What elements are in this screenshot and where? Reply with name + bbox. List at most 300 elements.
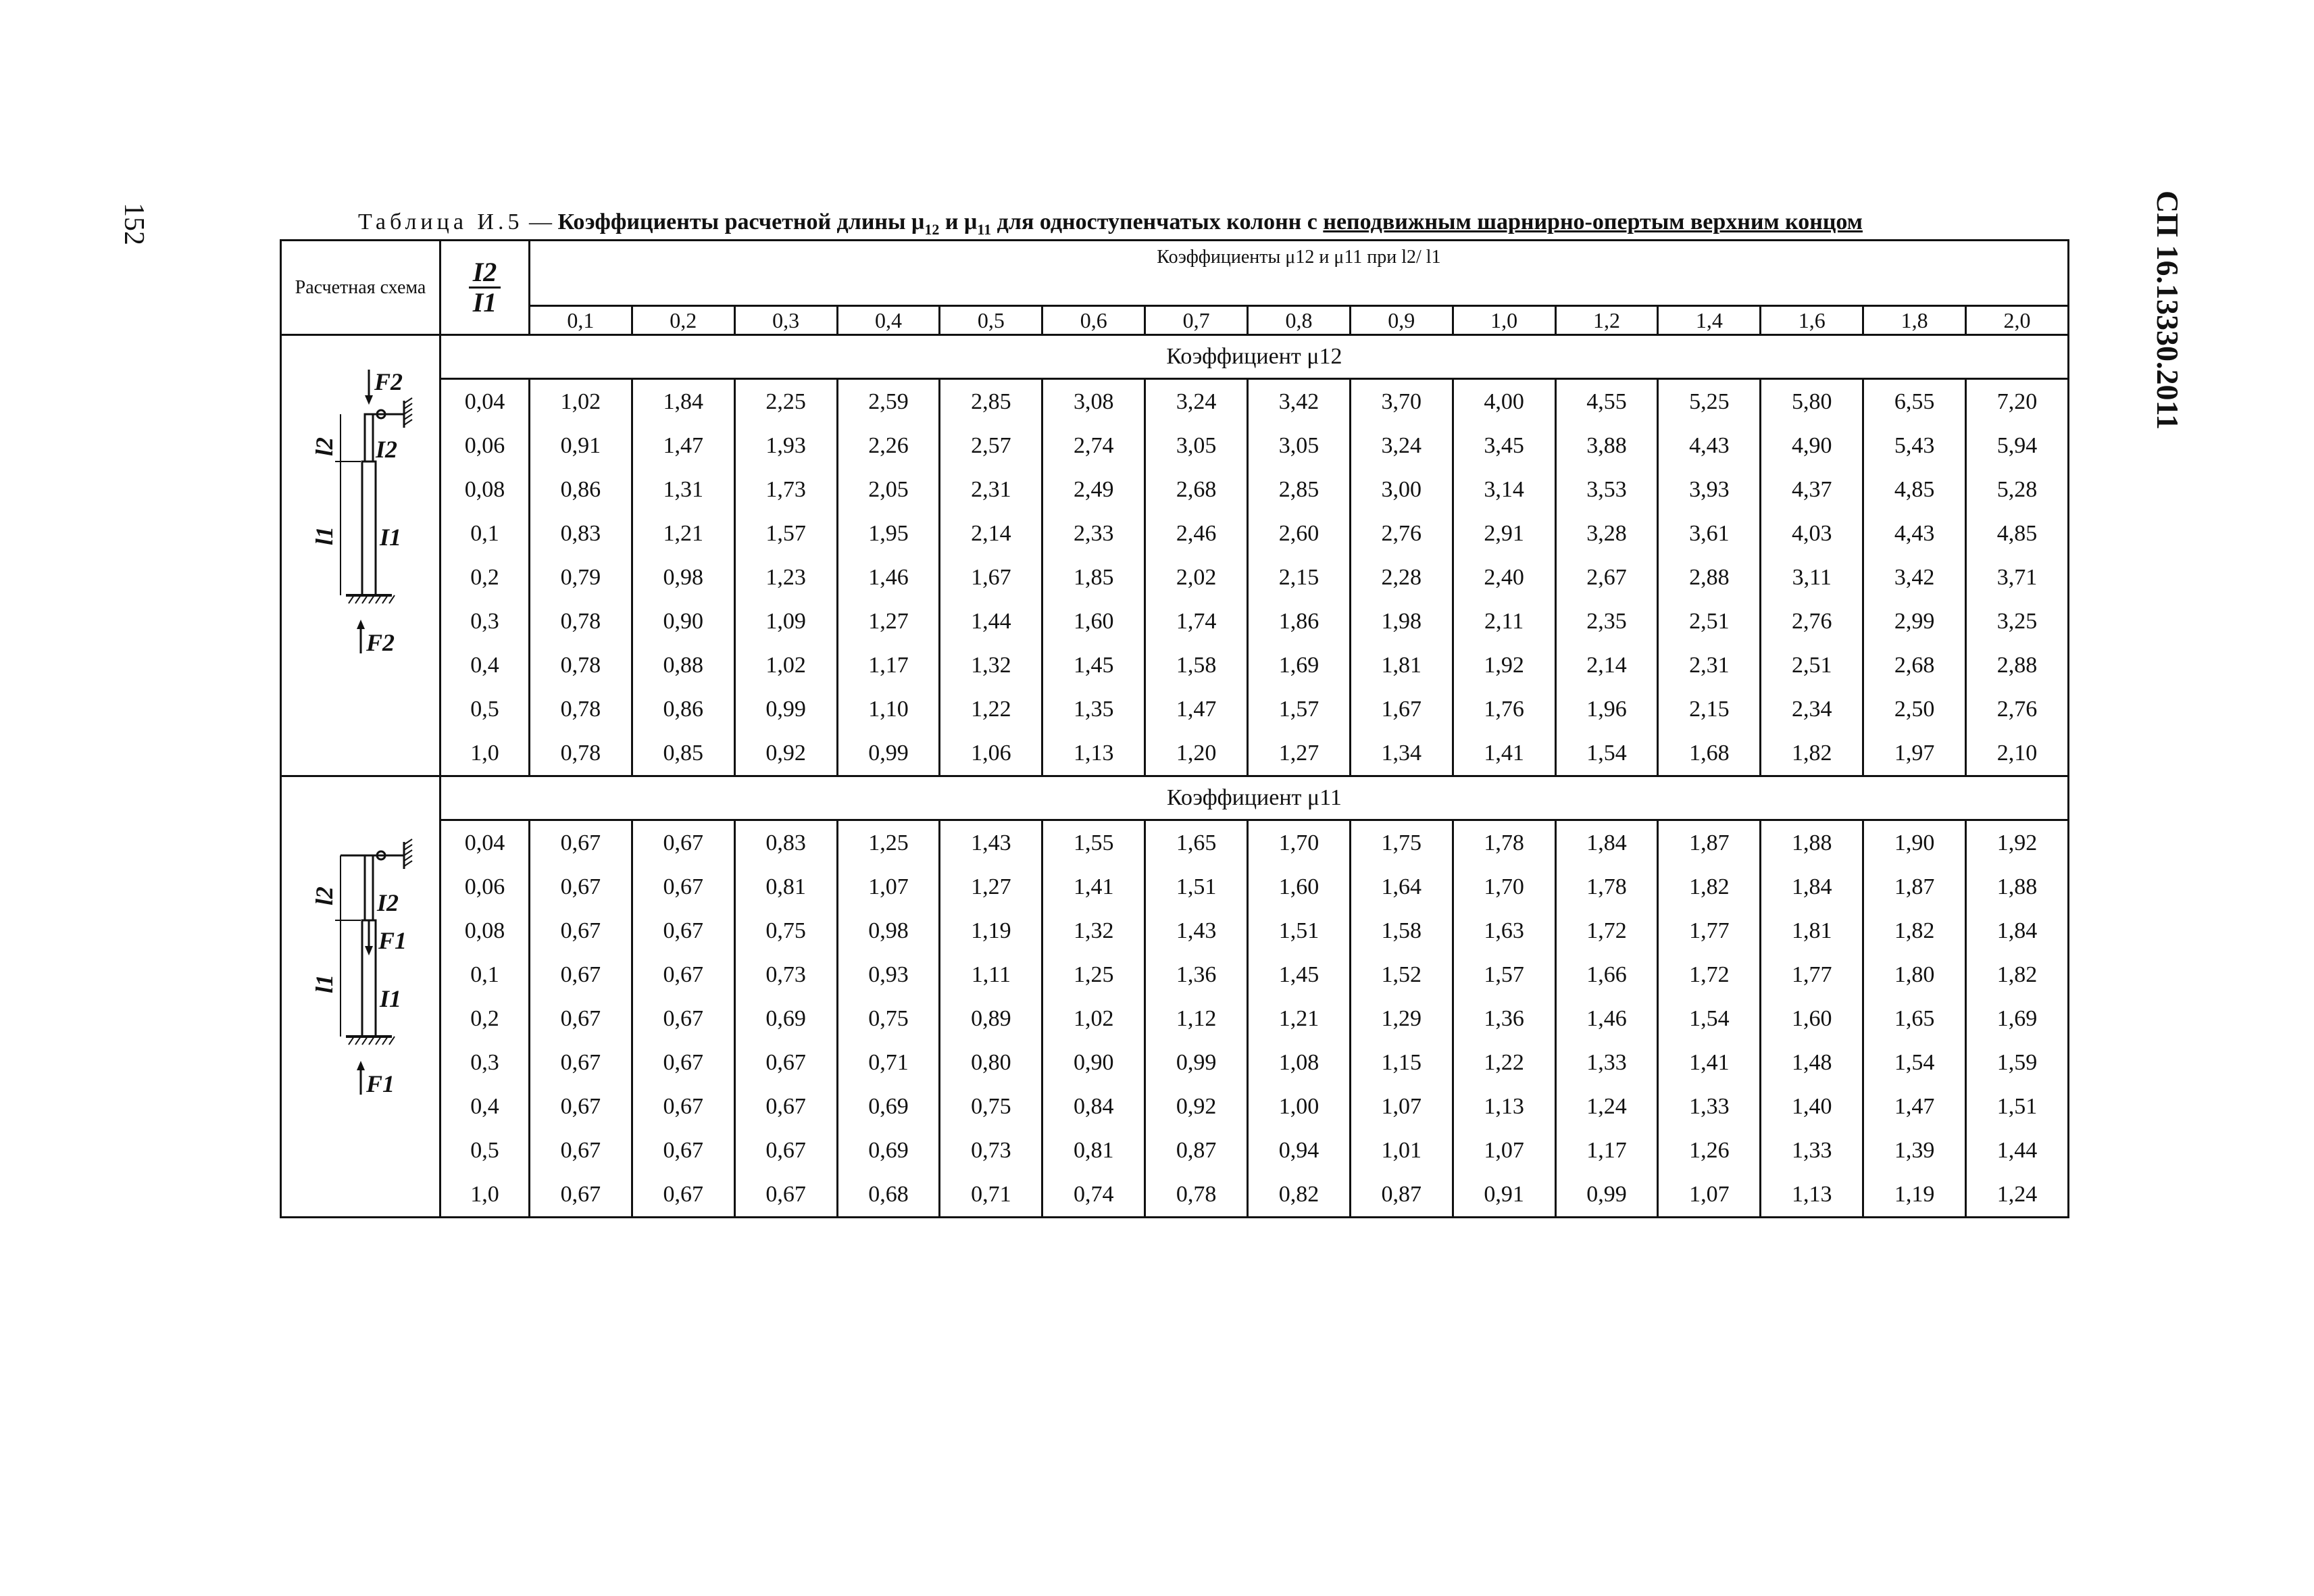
column-header: 1,2 xyxy=(1555,306,1658,335)
hatch xyxy=(404,398,412,403)
value-cell: 1,19 xyxy=(940,909,1042,953)
column-header: 0,3 xyxy=(734,306,837,335)
value-cell: 1,02 xyxy=(1042,997,1145,1041)
value-cell: 5,94 xyxy=(1966,424,2069,468)
value-cell: 1,31 xyxy=(632,468,734,512)
header-coefficients: Коэффициенты μ12 и μ11 при l2/ l1 xyxy=(530,241,2069,306)
value-cell: 1,51 xyxy=(1248,909,1351,953)
ratio-cell: 0,2 xyxy=(441,997,530,1041)
value-cell: 2,85 xyxy=(940,379,1042,424)
value-cell: 1,32 xyxy=(940,643,1042,687)
value-cell: 0,71 xyxy=(940,1172,1042,1218)
value-cell: 0,86 xyxy=(530,468,632,512)
value-cell: 0,67 xyxy=(632,1128,734,1172)
table-row xyxy=(281,512,2069,555)
ratio-numerator: I2 xyxy=(469,258,501,289)
value-cell: 0,83 xyxy=(734,820,837,866)
value-cell: 1,57 xyxy=(1248,687,1351,731)
label-inertia-upper: I2 xyxy=(375,436,397,463)
label-force-bottom: F1 xyxy=(366,1070,395,1097)
value-cell: 0,82 xyxy=(1248,1172,1351,1218)
table-row xyxy=(281,687,2069,731)
value-cell: 1,36 xyxy=(1145,953,1248,997)
section-title: Коэффициент μ11 xyxy=(441,776,2069,820)
value-cell: 2,74 xyxy=(1042,424,1145,468)
value-cell: 1,20 xyxy=(1145,731,1248,776)
value-cell: 2,76 xyxy=(1966,687,2069,731)
value-cell: 0,87 xyxy=(1145,1128,1248,1172)
value-cell: 1,39 xyxy=(1863,1128,1966,1172)
value-cell: 1,63 xyxy=(1453,909,1555,953)
value-cell: 1,92 xyxy=(1966,820,2069,866)
value-cell: 0,80 xyxy=(940,1041,1042,1084)
value-cell: 1,82 xyxy=(1863,909,1966,953)
value-cell: 3,14 xyxy=(1453,468,1555,512)
upper-segment xyxy=(365,414,373,462)
value-cell: 1,32 xyxy=(1042,909,1145,953)
arrow-head-top xyxy=(365,395,373,405)
arrow-head-bottom xyxy=(357,620,365,629)
value-cell: 1,92 xyxy=(1453,643,1555,687)
value-cell: 0,98 xyxy=(837,909,940,953)
value-cell: 1,45 xyxy=(1042,643,1145,687)
ratio-cell: 0,3 xyxy=(441,599,530,643)
value-cell: 0,91 xyxy=(1453,1172,1555,1218)
value-cell: 1,44 xyxy=(1966,1128,2069,1172)
value-cell: 0,67 xyxy=(734,1128,837,1172)
caption-title-part2: для одноступенчатых колонн с xyxy=(991,209,1324,234)
value-cell: 1,60 xyxy=(1761,997,1863,1041)
value-cell: 1,95 xyxy=(837,512,940,555)
table-row xyxy=(281,1172,2069,1218)
value-cell: 1,08 xyxy=(1248,1041,1351,1084)
value-cell: 1,21 xyxy=(632,512,734,555)
hatch xyxy=(404,839,412,845)
caption-sub12: 12 xyxy=(924,220,940,238)
value-cell: 1,41 xyxy=(1658,1041,1761,1084)
value-cell: 0,78 xyxy=(530,687,632,731)
value-cell: 1,10 xyxy=(837,687,940,731)
hatch xyxy=(404,409,412,414)
column-header: 0,9 xyxy=(1350,306,1453,335)
caption-title-part1: Коэффициенты расчетной длины μ xyxy=(557,209,925,234)
value-cell: 1,78 xyxy=(1453,820,1555,866)
value-cell: 2,99 xyxy=(1863,599,1966,643)
value-cell: 1,09 xyxy=(734,599,837,643)
value-cell: 0,75 xyxy=(837,997,940,1041)
value-cell: 1,96 xyxy=(1555,687,1658,731)
value-cell: 2,88 xyxy=(1966,643,2069,687)
header-row-2 xyxy=(281,306,2069,335)
value-cell: 1,68 xyxy=(1658,731,1761,776)
value-cell: 1,51 xyxy=(1966,1084,2069,1128)
caption-label: Таблица И.5 xyxy=(358,209,524,234)
value-cell: 4,00 xyxy=(1453,379,1555,424)
value-cell: 2,15 xyxy=(1658,687,1761,731)
section-header-row xyxy=(281,335,2069,379)
caption-dash: — xyxy=(523,209,558,234)
value-cell: 3,24 xyxy=(1145,379,1248,424)
value-cell: 2,34 xyxy=(1761,687,1863,731)
value-cell: 0,90 xyxy=(1042,1041,1145,1084)
value-cell: 0,67 xyxy=(530,1041,632,1084)
label-length-upper: l2 xyxy=(310,886,338,905)
value-cell: 1,55 xyxy=(1042,820,1145,866)
value-cell: 1,23 xyxy=(734,555,837,599)
table-row xyxy=(281,1128,2069,1172)
value-cell: 1,54 xyxy=(1555,731,1658,776)
ratio-cell: 0,3 xyxy=(441,1041,530,1084)
value-cell: 1,24 xyxy=(1555,1084,1658,1128)
value-cell: 4,85 xyxy=(1966,512,2069,555)
value-cell: 1,13 xyxy=(1042,731,1145,776)
ratio-fraction xyxy=(469,258,501,317)
column-scheme-diagram xyxy=(293,356,428,667)
value-cell: 1,24 xyxy=(1966,1172,2069,1218)
value-cell: 3,05 xyxy=(1248,424,1351,468)
header-scheme: Расчетная схема xyxy=(281,241,441,335)
table-row xyxy=(281,379,2069,424)
header-row-1 xyxy=(281,241,2069,306)
value-cell: 1,70 xyxy=(1248,820,1351,866)
value-cell: 0,67 xyxy=(530,909,632,953)
value-cell: 1,76 xyxy=(1453,687,1555,731)
value-cell: 1,69 xyxy=(1248,643,1351,687)
value-cell: 1,07 xyxy=(837,865,940,909)
value-cell: 1,88 xyxy=(1761,820,1863,866)
table-row xyxy=(281,468,2069,512)
value-cell: 1,69 xyxy=(1966,997,2069,1041)
table-row xyxy=(281,424,2069,468)
value-cell: 2,10 xyxy=(1966,731,2069,776)
value-cell: 2,05 xyxy=(837,468,940,512)
value-cell: 1,77 xyxy=(1761,953,1863,997)
value-cell: 1,60 xyxy=(1042,599,1145,643)
value-cell: 1,78 xyxy=(1555,865,1658,909)
value-cell: 1,87 xyxy=(1863,865,1966,909)
value-cell: 1,73 xyxy=(734,468,837,512)
value-cell: 3,11 xyxy=(1761,555,1863,599)
ratio-cell: 0,2 xyxy=(441,555,530,599)
value-cell: 1,06 xyxy=(940,731,1042,776)
value-cell: 0,67 xyxy=(734,1041,837,1084)
value-cell: 1,41 xyxy=(1453,731,1555,776)
value-cell: 1,54 xyxy=(1658,997,1761,1041)
label-length-upper: l2 xyxy=(310,437,338,456)
caption-title-underlined: неподвижным шарнирно-опертым верхним концом xyxy=(1323,209,1863,234)
value-cell: 1,74 xyxy=(1145,599,1248,643)
value-cell: 0,68 xyxy=(837,1172,940,1218)
value-cell: 0,98 xyxy=(632,555,734,599)
value-cell: 0,85 xyxy=(632,731,734,776)
table-row xyxy=(281,731,2069,776)
value-cell: 1,02 xyxy=(734,643,837,687)
value-cell: 1,66 xyxy=(1555,953,1658,997)
value-cell: 1,40 xyxy=(1761,1084,1863,1128)
value-cell: 0,74 xyxy=(1042,1172,1145,1218)
value-cell: 0,73 xyxy=(734,953,837,997)
value-cell: 1,65 xyxy=(1145,820,1248,866)
value-cell: 1,13 xyxy=(1453,1084,1555,1128)
value-cell: 1,02 xyxy=(530,379,632,424)
value-cell: 3,42 xyxy=(1248,379,1351,424)
value-cell: 2,51 xyxy=(1658,599,1761,643)
value-cell: 0,78 xyxy=(530,599,632,643)
value-cell: 1,80 xyxy=(1863,953,1966,997)
value-cell: 0,91 xyxy=(530,424,632,468)
value-cell: 1,77 xyxy=(1658,909,1761,953)
header-ratio xyxy=(441,241,530,335)
caption-and: и μ xyxy=(939,209,978,234)
value-cell: 2,15 xyxy=(1248,555,1351,599)
table-row xyxy=(281,820,2069,866)
value-cell: 2,31 xyxy=(1658,643,1761,687)
table-row xyxy=(281,909,2069,953)
value-cell: 1,27 xyxy=(1248,731,1351,776)
value-cell: 1,90 xyxy=(1863,820,1966,866)
value-cell: 1,33 xyxy=(1658,1084,1761,1128)
value-cell: 2,26 xyxy=(837,424,940,468)
value-cell: 3,61 xyxy=(1658,512,1761,555)
value-cell: 2,68 xyxy=(1145,468,1248,512)
section-title: Коэффициент μ12 xyxy=(441,335,2069,379)
value-cell: 1,64 xyxy=(1350,865,1453,909)
value-cell: 3,08 xyxy=(1042,379,1145,424)
ratio-cell: 0,1 xyxy=(441,512,530,555)
ratio-cell: 0,06 xyxy=(441,424,530,468)
value-cell: 0,69 xyxy=(734,997,837,1041)
value-cell: 5,25 xyxy=(1658,379,1761,424)
value-cell: 1,97 xyxy=(1863,731,1966,776)
value-cell: 2,11 xyxy=(1453,599,1555,643)
table-row xyxy=(281,865,2069,909)
value-cell: 3,88 xyxy=(1555,424,1658,468)
ratio-cell: 1,0 xyxy=(441,731,530,776)
column-header: 0,7 xyxy=(1145,306,1248,335)
value-cell: 0,99 xyxy=(734,687,837,731)
value-cell: 1,52 xyxy=(1350,953,1453,997)
value-cell: 1,67 xyxy=(1350,687,1453,731)
value-cell: 0,86 xyxy=(632,687,734,731)
hatch xyxy=(404,414,412,420)
value-cell: 0,90 xyxy=(632,599,734,643)
value-cell: 1,84 xyxy=(1966,909,2069,953)
value-cell: 0,69 xyxy=(837,1084,940,1128)
table-row xyxy=(281,997,2069,1041)
value-cell: 1,12 xyxy=(1145,997,1248,1041)
value-cell: 2,40 xyxy=(1453,555,1555,599)
value-cell: 1,59 xyxy=(1966,1041,2069,1084)
scheme-wrapper xyxy=(282,777,439,1114)
label-force-step: F1 xyxy=(378,927,407,954)
value-cell: 2,60 xyxy=(1248,512,1351,555)
ratio-cell: 0,06 xyxy=(441,865,530,909)
value-cell: 1,98 xyxy=(1350,599,1453,643)
value-cell: 1,11 xyxy=(940,953,1042,997)
table-row xyxy=(281,643,2069,687)
value-cell: 0,78 xyxy=(1145,1172,1248,1218)
value-cell: 1,58 xyxy=(1145,643,1248,687)
value-cell: 2,59 xyxy=(837,379,940,424)
value-cell: 3,28 xyxy=(1555,512,1658,555)
value-cell: 1,01 xyxy=(1350,1128,1453,1172)
value-cell: 1,51 xyxy=(1145,865,1248,909)
value-cell: 4,37 xyxy=(1761,468,1863,512)
value-cell: 1,87 xyxy=(1658,820,1761,866)
value-cell: 1,86 xyxy=(1248,599,1351,643)
value-cell: 0,67 xyxy=(632,820,734,866)
value-cell: 1,47 xyxy=(632,424,734,468)
value-cell: 2,46 xyxy=(1145,512,1248,555)
value-cell: 0,84 xyxy=(1042,1084,1145,1128)
value-cell: 1,58 xyxy=(1350,909,1453,953)
value-cell: 1,81 xyxy=(1761,909,1863,953)
value-cell: 0,67 xyxy=(530,865,632,909)
value-cell: 3,42 xyxy=(1863,555,1966,599)
document-code: СП 16.13330.2011 xyxy=(2150,191,2185,430)
value-cell: 0,67 xyxy=(632,1084,734,1128)
value-cell: 0,67 xyxy=(530,820,632,866)
ratio-cell: 0,1 xyxy=(441,953,530,997)
value-cell: 1,34 xyxy=(1350,731,1453,776)
label-inertia-upper: I2 xyxy=(376,889,399,916)
value-cell: 0,78 xyxy=(530,643,632,687)
ratio-cell: 0,5 xyxy=(441,1128,530,1172)
value-cell: 0,81 xyxy=(734,865,837,909)
value-cell: 1,43 xyxy=(1145,909,1248,953)
value-cell: 0,67 xyxy=(632,909,734,953)
value-cell: 1,60 xyxy=(1248,865,1351,909)
value-cell: 1,41 xyxy=(1042,865,1145,909)
value-cell: 1,82 xyxy=(1966,953,2069,997)
column-header: 1,0 xyxy=(1453,306,1555,335)
value-cell: 1,44 xyxy=(940,599,1042,643)
value-cell: 1,84 xyxy=(1555,820,1658,866)
ratio-cell: 0,04 xyxy=(441,820,530,866)
value-cell: 2,67 xyxy=(1555,555,1658,599)
value-cell: 1,07 xyxy=(1658,1172,1761,1218)
table-row xyxy=(281,1084,2069,1128)
column-header: 0,8 xyxy=(1248,306,1351,335)
value-cell: 1,22 xyxy=(940,687,1042,731)
caption-sub11: 11 xyxy=(977,220,992,238)
value-cell: 1,82 xyxy=(1761,731,1863,776)
value-cell: 0,67 xyxy=(530,1128,632,1172)
coefficient-table xyxy=(280,239,2069,1218)
value-cell: 0,67 xyxy=(530,1172,632,1218)
value-cell: 1,07 xyxy=(1350,1084,1453,1128)
value-cell: 5,43 xyxy=(1863,424,1966,468)
value-cell: 1,57 xyxy=(1453,953,1555,997)
value-cell: 3,53 xyxy=(1555,468,1658,512)
ratio-denominator: I1 xyxy=(472,286,497,318)
hatch xyxy=(404,861,412,866)
value-cell: 5,80 xyxy=(1761,379,1863,424)
label-length-lower: l1 xyxy=(310,974,338,993)
arrow-head-bottom xyxy=(357,1061,365,1070)
value-cell: 4,43 xyxy=(1658,424,1761,468)
value-cell: 1,19 xyxy=(1863,1172,1966,1218)
column-header: 0,5 xyxy=(940,306,1042,335)
hatch xyxy=(404,855,412,861)
hatch xyxy=(404,850,412,855)
value-cell: 4,90 xyxy=(1761,424,1863,468)
value-cell: 2,91 xyxy=(1453,512,1555,555)
value-cell: 1,25 xyxy=(1042,953,1145,997)
label-inertia-lower: I1 xyxy=(379,985,401,1012)
value-cell: 1,54 xyxy=(1863,1041,1966,1084)
value-cell: 1,13 xyxy=(1761,1172,1863,1218)
value-cell: 2,68 xyxy=(1863,643,1966,687)
value-cell: 1,33 xyxy=(1761,1128,1863,1172)
value-cell: 1,33 xyxy=(1555,1041,1658,1084)
value-cell: 1,65 xyxy=(1863,997,1966,1041)
value-cell: 0,75 xyxy=(940,1084,1042,1128)
value-cell: 1,00 xyxy=(1248,1084,1351,1128)
table-caption xyxy=(358,209,1863,239)
value-cell: 3,24 xyxy=(1350,424,1453,468)
value-cell: 2,57 xyxy=(940,424,1042,468)
value-cell: 0,99 xyxy=(837,731,940,776)
hatch xyxy=(404,420,412,425)
value-cell: 2,50 xyxy=(1863,687,1966,731)
value-cell: 0,67 xyxy=(632,953,734,997)
value-cell: 7,20 xyxy=(1966,379,2069,424)
value-cell: 0,67 xyxy=(530,1084,632,1128)
value-cell: 0,92 xyxy=(734,731,837,776)
column-header: 1,4 xyxy=(1658,306,1761,335)
value-cell: 1,72 xyxy=(1658,953,1761,997)
value-cell: 2,33 xyxy=(1042,512,1145,555)
scheme-wrapper xyxy=(282,336,439,673)
value-cell: 2,14 xyxy=(1555,643,1658,687)
value-cell: 2,02 xyxy=(1145,555,1248,599)
value-cell: 0,75 xyxy=(734,909,837,953)
value-cell: 2,85 xyxy=(1248,468,1351,512)
value-cell: 1,82 xyxy=(1658,865,1761,909)
ratio-cell: 0,4 xyxy=(441,643,530,687)
value-cell: 1,47 xyxy=(1863,1084,1966,1128)
column-header: 0,1 xyxy=(530,306,632,335)
value-cell: 1,88 xyxy=(1966,865,2069,909)
label-inertia-lower: I1 xyxy=(379,524,401,551)
value-cell: 1,84 xyxy=(632,379,734,424)
value-cell: 5,28 xyxy=(1966,468,2069,512)
value-cell: 4,55 xyxy=(1555,379,1658,424)
column-header: 1,8 xyxy=(1863,306,1966,335)
value-cell: 2,76 xyxy=(1761,599,1863,643)
value-cell: 0,89 xyxy=(940,997,1042,1041)
ratio-cell: 0,08 xyxy=(441,468,530,512)
value-cell: 1,26 xyxy=(1658,1128,1761,1172)
column-header: 1,6 xyxy=(1761,306,1863,335)
upper-segment xyxy=(365,855,373,920)
value-cell: 1,85 xyxy=(1042,555,1145,599)
hatch xyxy=(404,403,412,409)
value-cell: 0,94 xyxy=(1248,1128,1351,1172)
column-header: 0,4 xyxy=(837,306,940,335)
value-cell: 3,70 xyxy=(1350,379,1453,424)
value-cell: 1,93 xyxy=(734,424,837,468)
value-cell: 0,67 xyxy=(632,865,734,909)
caption-title xyxy=(557,209,1863,238)
value-cell: 0,73 xyxy=(940,1128,1042,1172)
ratio-cell: 0,08 xyxy=(441,909,530,953)
column-header: 0,6 xyxy=(1042,306,1145,335)
value-cell: 3,45 xyxy=(1453,424,1555,468)
arrow-head-step xyxy=(365,946,373,955)
value-cell: 0,71 xyxy=(837,1041,940,1084)
